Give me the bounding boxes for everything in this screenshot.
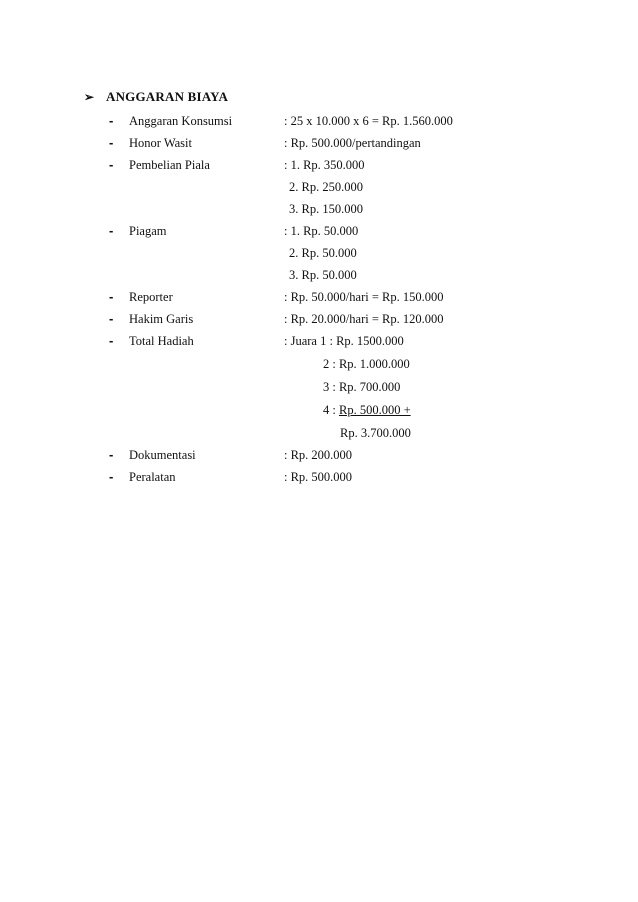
item-label: Piagam (129, 224, 167, 238)
item-value: 2 : Rp. 1.000.000 (323, 357, 410, 371)
dash-bullet: - (109, 311, 114, 326)
budget-subline (0, 354, 638, 374)
item-value: : 1. Rp. 50.000 (284, 224, 359, 238)
item-value: : Rp. 500.000/pertandingan (284, 136, 421, 150)
item-label: Hakim Garis (129, 312, 194, 326)
item-value: 2. Rp. 250.000 (289, 180, 363, 194)
budget-total (0, 423, 638, 443)
item-label: Reporter (129, 290, 173, 304)
item-label: Anggaran Konsumsi (129, 114, 233, 128)
item-value: : Rp. 200.000 (284, 448, 353, 462)
arrow-bullet-icon: ➢ (84, 90, 95, 104)
budget-item-reporter (0, 287, 638, 307)
budget-item-honor-wasit (0, 133, 638, 153)
heading-title: ANGGARAN BIAYA (106, 89, 229, 104)
budget-subline (0, 265, 638, 285)
dash-bullet: - (109, 157, 114, 172)
budget-subline (0, 400, 638, 420)
dash-bullet: - (109, 135, 114, 150)
dash-bullet: - (109, 289, 114, 304)
item-label: Pembelian Piala (129, 158, 210, 172)
section-heading (84, 89, 228, 105)
budget-item-hakim-garis (0, 309, 638, 329)
item-label: Dokumentasi (129, 448, 196, 462)
item-value: 3. Rp. 150.000 (289, 202, 363, 216)
item-value: : Juara 1 : Rp. 1500.000 (284, 334, 404, 348)
budget-subline (0, 199, 638, 219)
dash-bullet: - (109, 333, 114, 348)
dash-bullet: - (109, 223, 114, 238)
budget-item-piagam (0, 221, 638, 241)
item-value: : 1. Rp. 350.000 (284, 158, 365, 172)
item-value-line (323, 400, 411, 420)
dash-bullet: - (109, 113, 114, 128)
budget-item-konsumsi (0, 111, 638, 131)
item-value: Rp. 3.700.000 (340, 426, 411, 440)
budget-subline (0, 377, 638, 397)
dash-bullet: - (109, 447, 114, 462)
item-value: : Rp. 500.000 (284, 470, 353, 484)
budget-subline (0, 177, 638, 197)
budget-subline (0, 243, 638, 263)
item-label: Honor Wasit (129, 136, 192, 150)
item-value: 3. Rp. 50.000 (289, 268, 357, 282)
budget-item-piala (0, 155, 638, 175)
item-value-prefix: 4 : (323, 403, 339, 417)
item-value: : 25 x 10.000 x 6 = Rp. 1.560.000 (284, 114, 453, 128)
budget-item-peralatan (0, 467, 638, 487)
item-value: 3 : Rp. 700.000 (323, 380, 401, 394)
item-value: : Rp. 50.000/hari = Rp. 150.000 (284, 290, 444, 304)
dash-bullet: - (109, 469, 114, 484)
item-value-underlined: Rp. 500.000 + (338, 403, 411, 417)
item-value: : Rp. 20.000/hari = Rp. 120.000 (284, 312, 444, 326)
item-label: Total Hadiah (129, 334, 194, 348)
item-label: Peralatan (129, 470, 176, 484)
item-value: 2. Rp. 50.000 (289, 246, 357, 260)
budget-item-dokumentasi (0, 445, 638, 465)
budget-item-total-hadiah (0, 331, 638, 351)
